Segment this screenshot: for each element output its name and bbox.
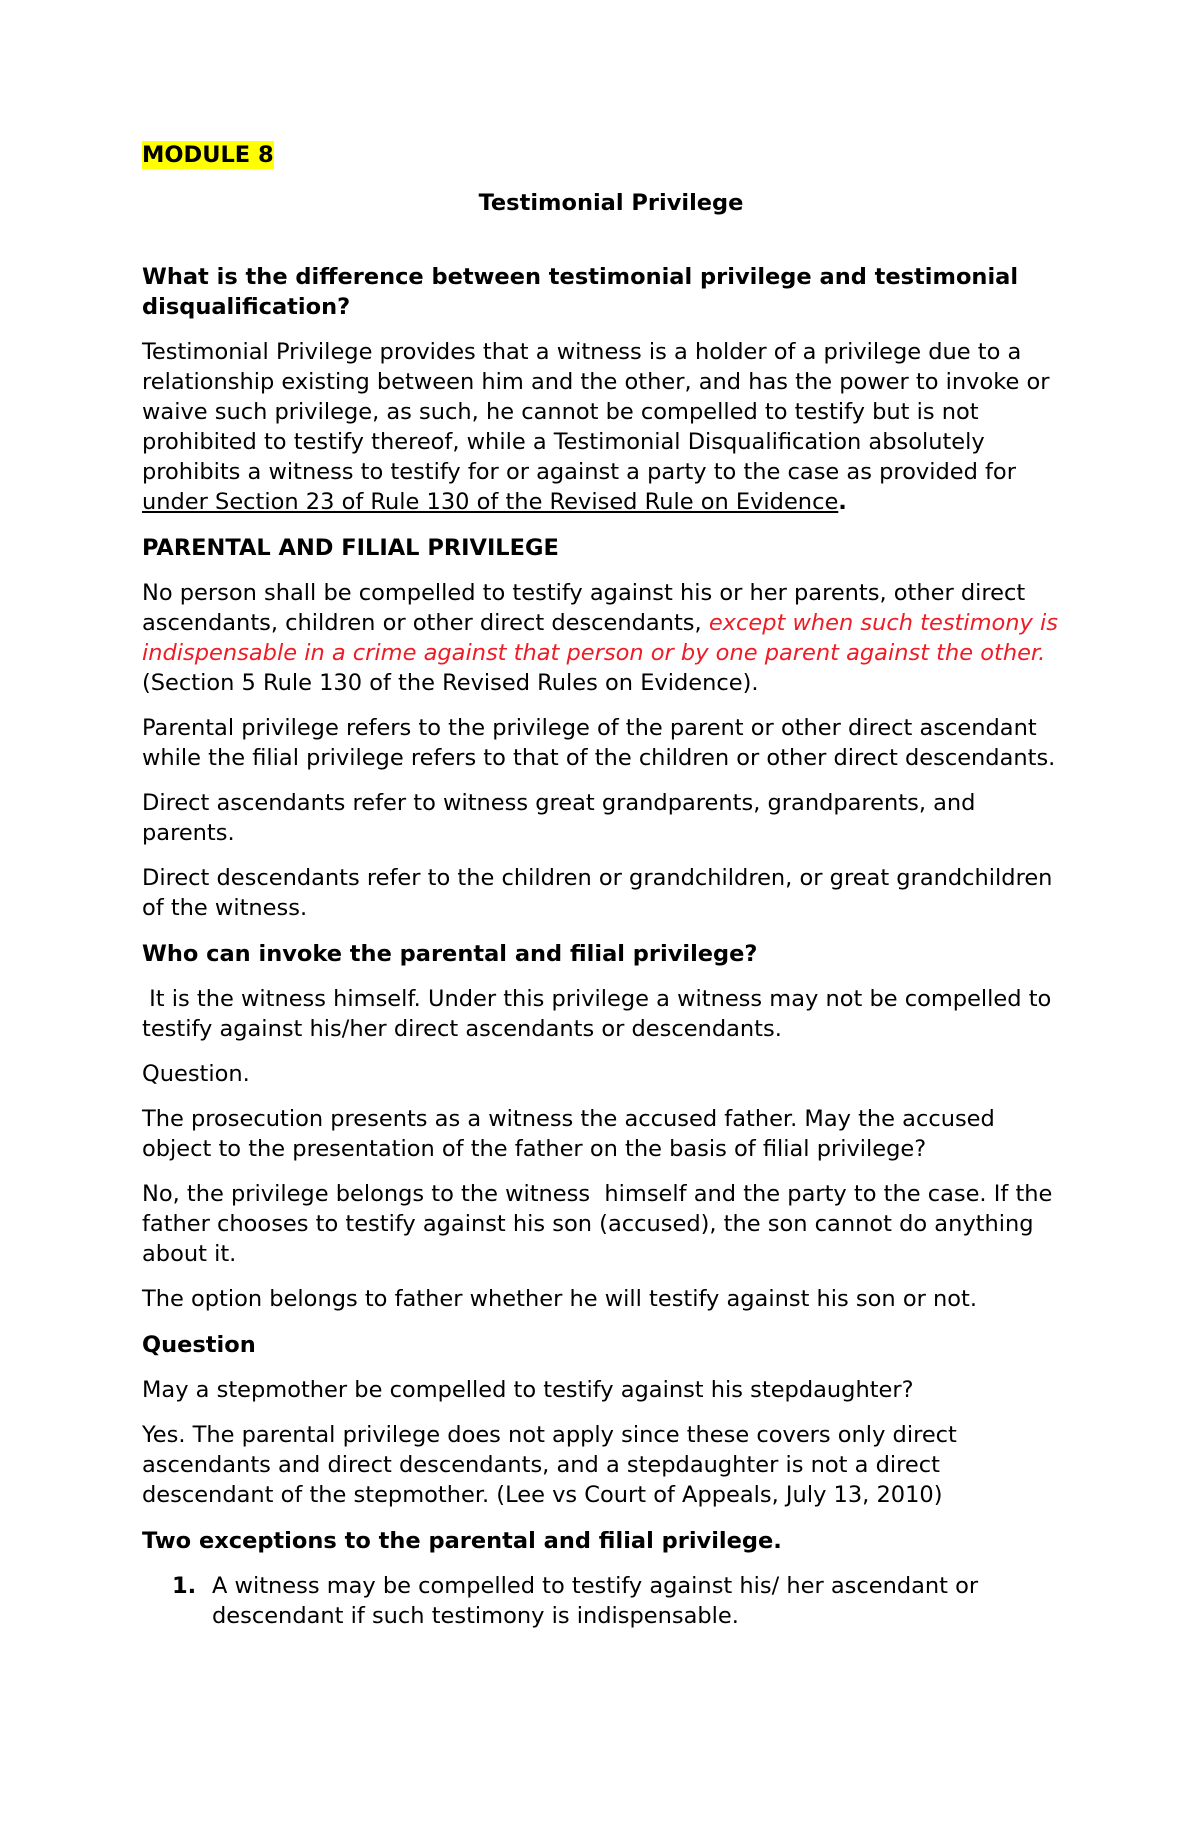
answer-difference-period: . xyxy=(838,489,847,515)
paragraph-direct-descendants: Direct descendants refer to the children or grandchildren, or great grandchildren of the witness. xyxy=(142,865,1053,921)
list-item-text: A witness may be compelled to testify against his/ her ascendant or descendant if such testimony is indispensable. xyxy=(212,1573,979,1629)
question-stepmother-text: May a stepmother be compelled to testify against his stepdaughter? xyxy=(142,1377,914,1403)
exceptions-list xyxy=(142,1571,1060,1631)
paragraph-parental-privilege: Parental privilege refers to the privilege of the parent or other direct ascendant while the filial privilege refers to that of the children or other direct descendants. xyxy=(142,715,1056,771)
answer-difference xyxy=(142,337,1060,517)
answer-difference-text: Testimonial Privilege provides that a witness is a holder of a privilege due to a relationship existing between him and the other, and has the power to invoke or waive such privilege, as such, he cannot be compelled to testify but is not prohibited to testify thereof, while a Testimonial Disqualification absolutely prohibits a witness to testify for or against a party to the case as provided for xyxy=(142,339,1050,485)
document-title: Testimonial Privilege xyxy=(478,190,744,216)
question-label-1: Question. xyxy=(142,1061,250,1087)
rule-paragraph xyxy=(142,578,1060,698)
answer-father: No, the privilege belongs to the witness himself and the party to the case. If the father chooses to testify against his son (accused), the son cannot do anything about it. xyxy=(142,1181,1060,1267)
rule-citation: (Section 5 Rule 130 of the Revised Rules on Evidence). xyxy=(142,670,759,696)
heading-two-exceptions: Two exceptions to the parental and filial privilege. xyxy=(142,1528,782,1554)
question-difference: What is the difference between testimonial privilege and testimonial disqualification? xyxy=(142,264,1019,320)
question-father-text: The prosecution presents as a witness the accused father. May the accused object to the presentation of the father on the basis of filial privilege? xyxy=(142,1106,995,1162)
heading-parental-filial: PARENTAL AND FILIAL PRIVILEGE xyxy=(142,535,559,561)
rule-text: No person shall be compelled to testify against his or her parents, other direct ascendants, children or other direct descendants, xyxy=(142,580,1026,636)
question-label-2: Question xyxy=(142,1332,256,1358)
answer-who-can-invoke: It is the witness himself. Under this privilege a witness may not be compelled to testify against his/her direct ascendants or descendants. xyxy=(142,986,1059,1042)
list-item xyxy=(142,1571,1060,1631)
answer-difference-citation: under Section 23 of Rule 130 of the Revised Rule on Evidence xyxy=(142,489,839,515)
rule-exception: except when such testimony is indispensable in a crime against that person or by one parent against the other. xyxy=(142,610,1059,666)
list-item-number: 1. xyxy=(172,1573,197,1599)
answer-stepmother: Yes. The parental privilege does not apply since these covers only direct ascendants and direct descendants, and a stepdaughter is not a direct descendant of the stepmother. (Lee vs Court of Appeals, July 13, 2010) xyxy=(142,1422,957,1508)
question-who-can-invoke: Who can invoke the parental and filial privilege? xyxy=(142,941,758,967)
answer-father-option: The option belongs to father whether he will testify against his son or not. xyxy=(142,1286,978,1312)
paragraph-direct-ascendants: Direct ascendants refer to witness great grandparents, grandparents, and parents. xyxy=(142,790,976,846)
module-label: MODULE 8 xyxy=(142,142,274,168)
